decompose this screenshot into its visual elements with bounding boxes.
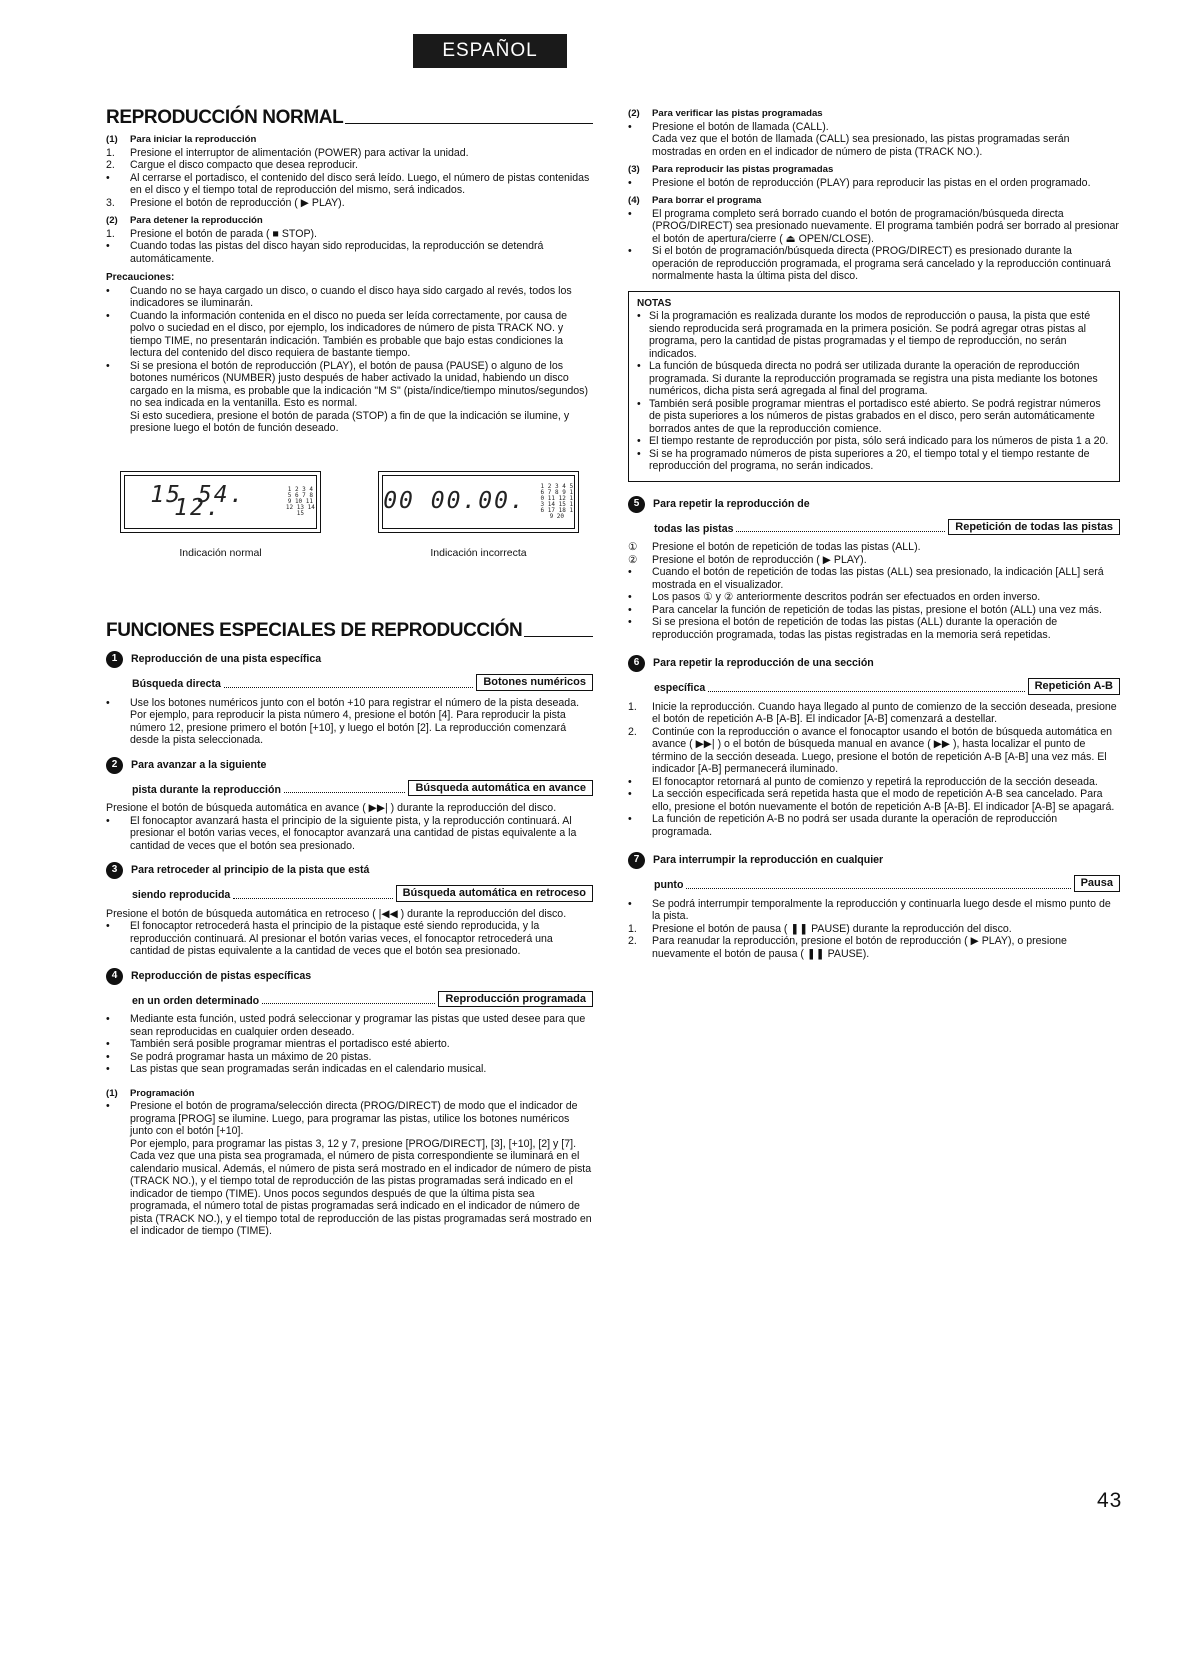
item-text: Mediante esta función, usted podrá seleccionar y programar las pistas que usted desee para que sean reproducidas en cualquier orden deseado. <box>130 1013 586 1038</box>
section-number-icon: 4 <box>106 968 123 985</box>
note-text: La función de búsqueda directa no podrá ser utilizada durante la operación de reproducción programada. Si durante la reproducción programada se registra una pista mediante los botones numéricos, dicha pista será agregada al final del programa. <box>649 360 1098 397</box>
item-marker: • <box>628 897 632 910</box>
item-marker: • <box>106 1050 110 1063</box>
subheading: (2) Para detener la reproducción <box>106 215 263 226</box>
paragraph: Por ejemplo, para programar las pistas 3, 12 y 7, presione [PROG/DIRECT], [3], [+10], [2] y [7]. <box>130 1137 577 1150</box>
section-number-icon: 6 <box>628 655 645 672</box>
bullet-icon: • <box>637 435 641 447</box>
item-marker: • <box>106 1100 110 1112</box>
dotted-leader <box>686 888 1070 889</box>
section-heading <box>628 496 1120 513</box>
section-subtitle: pista durante la reproducción <box>132 783 281 796</box>
section-title: Reproducción de una pista específica <box>131 653 322 666</box>
section-title-special: FUNCIONES ESPECIALES DE REPRODUCCIÓN <box>106 621 593 641</box>
list-item <box>628 898 1120 923</box>
list-item <box>106 1100 593 1138</box>
item-marker: 1. <box>106 227 115 240</box>
list-item <box>106 697 593 710</box>
item-marker: 1. <box>628 700 637 713</box>
item-text: El fonocaptor retornará al punto de comienzo y repetirá la reproducción de la sección deseada. <box>652 775 1098 788</box>
section-title: Para repetir la reproducción de <box>653 497 810 510</box>
item-marker: 1. <box>106 146 115 159</box>
section-title: Para interrumpir la reproducción en cualquier <box>653 854 884 867</box>
item-text: Se podrá interrumpir temporalmente la reproducción y continuarla luego desde el mismo punto de la pista. <box>652 897 1111 922</box>
list-item <box>106 1051 593 1064</box>
note-text: Si se ha programado números de pista superiores a 20, el tiempo total y el tiempo restante de reproducción del programa, no serán indicados. <box>649 447 1090 472</box>
track-calendar-grid: 1 2 3 4 5 6 7 8 9 10 11 12 13 14 15 16 17 18 19 20 <box>540 482 574 520</box>
function-label-box: Reproducción programada <box>438 991 593 1008</box>
item-marker: • <box>628 788 632 800</box>
list-item <box>106 285 593 310</box>
display-illustrations <box>106 471 593 560</box>
left-column <box>106 108 593 1238</box>
item-marker: • <box>106 920 110 932</box>
section-leader-line <box>132 780 593 797</box>
section-subtitle: en un orden determinado <box>132 994 260 1007</box>
section-heading <box>628 852 1120 869</box>
function-label-box: Repetición de todas las pistas <box>948 519 1120 536</box>
item-text: Continúe con la reproducción o avance el fonocaptor usando el botón de búsqueda automática en avance ( ▶▶| ) o el botón de búsqueda manual en avance ( ▶▶ ), hasta localizar el punto de término de la sección deseada. Luego, presione el botón de repetición A-B [A-B] una vez más. El indicador [A-B] permanecerá iluminado. <box>652 725 1112 775</box>
section-leader-line <box>132 674 593 691</box>
item-marker: 3. <box>106 196 115 209</box>
note-item <box>637 435 1111 448</box>
list-item <box>106 240 593 265</box>
function-label-box: Búsqueda automática en retroceso <box>396 885 593 902</box>
item-text: Cargue el disco compacto que desea reproducir. <box>130 159 358 171</box>
item-marker: • <box>628 245 632 257</box>
note-item <box>637 448 1111 473</box>
list-item <box>628 245 1120 283</box>
section-title: Para repetir la reproducción de una sección <box>653 657 874 670</box>
item-text: Si se presiona el botón de repetición de todas las pistas (ALL) durante la operación de reproducción programada, todas las pistas registradas en la memoria será repetidas. <box>652 616 1058 641</box>
note-item <box>637 360 1111 398</box>
note-text: El tiempo restante de reproducción por pista, sólo será indicado para los números de pista 1 a 20. <box>649 435 1109 447</box>
list-item <box>628 121 1120 134</box>
numbered-section-header <box>106 757 593 797</box>
display-normal <box>120 471 321 560</box>
section-heading <box>106 968 593 985</box>
list-item <box>628 776 1120 789</box>
section-leader-line <box>654 519 1120 536</box>
list-item <box>106 197 593 210</box>
list-item <box>628 554 1120 567</box>
function-label-box: Búsqueda automática en avance <box>408 780 593 797</box>
display-caption: Indicación normal <box>179 546 262 559</box>
item-text: Inicie la reproducción. Cuando haya llegado al punto de comienzo de la sección deseada, presione el botón de repetición A-B [A-B]. El indicador [A-B] comenzará a destellar. <box>652 700 1117 725</box>
item-marker: • <box>106 814 110 827</box>
display-digits: 15 54. 12. <box>150 482 246 521</box>
section-heading <box>106 757 593 774</box>
section-heading <box>106 651 593 668</box>
item-marker: • <box>106 309 110 322</box>
subheading: (2) Para verificar las pistas programadas <box>628 108 823 119</box>
numbered-section-header <box>628 655 1120 695</box>
item-marker: • <box>628 207 632 220</box>
section-leader-line <box>132 991 593 1008</box>
list-item <box>106 147 593 160</box>
item-text: Los pasos ① y ② anteriormente descritos podrán ser efectuados en orden inverso. <box>652 591 1041 603</box>
list-item <box>106 172 593 197</box>
display-digits: 00 00.00. <box>383 488 526 515</box>
item-text: El fonocaptor avanzará hasta el principio de la siguiente pista, y la reproducción continuará. Al presionar el botón varias veces, el fonocaptor avanzará una cantidad de pistas equivalente a la cantidad de veces que el botón sea presionado. <box>130 814 577 852</box>
list-item <box>628 813 1120 838</box>
numbered-section-header <box>106 651 593 691</box>
item-marker: • <box>106 1013 110 1025</box>
section-leader-line <box>654 678 1120 695</box>
list-item <box>106 920 593 958</box>
item-text: Si se presiona el botón de reproducción (PLAY), el botón de pausa (PAUSE) o alguno de los botones numéricos (NUMBER) justo después de haber activado la unidad, habiendo un disco cargado en la misma, es probable que la indicación "M S" (pista/índice/tiempo minutos/segundos) no sea indicada en la ventanilla. Esto es normal. <box>130 359 588 409</box>
item-text: Presione el botón de reproducción ( ▶ PLAY). <box>130 196 345 209</box>
item-text: Para reanudar la reproducción, presione el botón de reproducción ( ▶ PLAY), o presione nuevamente el botón de pausa ( ❚❚ PAUSE). <box>652 935 1067 960</box>
item-marker: • <box>628 616 632 628</box>
bullet-icon: • <box>637 310 641 322</box>
item-marker: 2. <box>106 159 115 171</box>
item-marker: • <box>628 176 632 189</box>
item-text: Use los botones numéricos junto con el botón +10 para registrar el número de la pista deseada. <box>130 696 580 709</box>
list-item <box>628 566 1120 591</box>
list-item <box>628 591 1120 604</box>
item-text: Presione el botón de programa/selección directa (PROG/DIRECT) de modo que el indicador de programa [PROG] se ilumine. Luego, para programar las pistas, utilice los botones numéricos junto con el botón [+10]. <box>130 1100 578 1137</box>
section-subtitle: punto <box>654 879 684 891</box>
numbered-section-header <box>628 496 1120 536</box>
item-text: Presione el botón de reproducción ( ▶ PLAY). <box>652 553 867 566</box>
item-text: El programa completo será borrado cuando el botón de programación/búsqueda directa (PROG/DIRECT) sea presionado nuevamente. El programa también podrá ser borrado al presionar el botón de apertura/cierre ( ⏏ OPEN/CLOSE). <box>652 207 1119 245</box>
notes-box <box>628 291 1120 482</box>
item-text: Las pistas que sean programadas serán indicadas en el calendario musical. <box>130 1063 487 1075</box>
section-heading <box>628 655 1120 672</box>
note-text: También será posible programar mientras el portadisco esté abierto. Se podrá registrar números de pista superiores a los números de pistas grabados en el disco, pero serán automáticamente borrados antes de que la reproducción comience. <box>649 397 1101 435</box>
subheading: (4) Para borrar el programa <box>628 195 762 206</box>
item-text: Presione el botón de llamada (CALL). <box>652 120 829 133</box>
paragraph: Presione el botón de búsqueda automática en retroceso ( |◀◀ ) durante la reproducción del disco. <box>106 907 567 920</box>
paragraph: Por ejemplo, para reproducir la pista número 4, presione el botón [4]. Para reproducir la pista número 12, presione primero el botón [+10], y luego el botón [2]. La reproducción comenzará desde la pista seleccionada. <box>130 709 567 746</box>
item-marker: • <box>628 120 632 133</box>
dotted-leader <box>284 792 406 793</box>
dotted-leader <box>233 898 392 899</box>
item-marker: • <box>628 566 632 578</box>
bullet-icon: • <box>637 397 641 410</box>
section-subtitle: específica <box>654 682 706 694</box>
dotted-leader <box>262 1003 435 1004</box>
display-incorrect <box>378 471 579 560</box>
item-marker: 2. <box>628 935 637 947</box>
item-text: Si el botón de programación/búsqueda directa (PROG/DIRECT) es presionado durante la operación de reproducción programada, el programa será cancelado y la reproducción continuará normalmente hasta la última pista del disco. <box>652 245 1111 282</box>
item-text: Cuando no se haya cargado un disco, o cuando el disco haya sido cargado al revés, todos los indicadores se iluminarán. <box>130 284 572 309</box>
section-title: Para avanzar a la siguiente <box>131 758 267 771</box>
list-item <box>106 1013 593 1038</box>
section-leader-line <box>654 875 1120 892</box>
list-item <box>628 208 1120 246</box>
section-number-icon: 1 <box>106 651 123 668</box>
section-number-icon: 5 <box>628 496 645 513</box>
section-number-icon: 7 <box>628 852 645 869</box>
paragraph: Cada vez que el botón de llamada (CALL) sea presionado, las pistas programadas serán mostradas en orden en el indicador de número de pista (TRACK NO.). <box>652 133 1070 158</box>
subheading: (1) Programación <box>106 1087 195 1099</box>
section-title: Para retroceder al principio de la pista que está <box>131 864 370 877</box>
section-number-icon: 2 <box>106 757 123 774</box>
list-item <box>106 1063 593 1076</box>
section-number-icon: 3 <box>106 862 123 879</box>
list-item <box>628 604 1120 617</box>
section-title-normal: REPRODUCCIÓN NORMAL <box>106 108 593 128</box>
item-marker: • <box>628 813 632 825</box>
item-marker: • <box>106 240 110 252</box>
function-label-box: Repetición A-B <box>1028 678 1120 695</box>
bullet-icon: • <box>637 447 641 460</box>
item-text: Presione el botón de parada ( ■ STOP). <box>130 227 317 240</box>
numbered-section-header <box>628 852 1120 892</box>
language-tab: ESPAÑOL <box>413 34 567 68</box>
numbered-section-header <box>106 862 593 902</box>
item-text: Presione el botón de pausa ( ❚❚ PAUSE) durante la reproducción del disco. <box>652 922 1012 935</box>
right-column <box>628 108 1120 960</box>
item-text: La función de repetición A-B no podrá ser usada durante la operación de reproducción programada. <box>652 813 1058 838</box>
item-marker: • <box>106 284 110 297</box>
item-marker: • <box>106 359 110 372</box>
item-text: Cuando el botón de repetición de todas las pistas (ALL) sea presionado, la indicación [ALL] será mostrada en el visualizador. <box>652 566 1104 591</box>
subheading: (1) Para iniciar la reproducción <box>106 134 257 145</box>
note-item <box>637 398 1111 436</box>
section-heading <box>106 862 593 879</box>
item-marker: • <box>106 1038 110 1050</box>
item-marker: • <box>106 1063 110 1075</box>
item-marker: 2. <box>628 725 637 738</box>
section-subtitle: siendo reproducida <box>132 889 231 901</box>
note-item <box>637 310 1111 360</box>
list-item <box>106 310 593 360</box>
function-label-box: Botones numéricos <box>476 674 593 691</box>
paragraph: Presione el botón de búsqueda automática en avance ( ▶▶| ) durante la reproducción del disco. <box>106 802 557 814</box>
item-marker: • <box>628 775 632 788</box>
item-text: El fonocaptor retrocederá hasta el principio de la pistaque esté siendo reproducida, y la reproducción continuará. Al presionar el botón varias veces, el fonocaptor retrocederá una cantidad de pistas equivalente a la cantidad de veces que el botón sea presionado. <box>130 920 553 957</box>
list-item <box>628 923 1120 936</box>
list-item <box>106 360 593 410</box>
item-text: Cuando todas las pistas del disco hayan sido reproducidas, la reproducción se detendrá automáticamente. <box>130 240 544 265</box>
function-label-box: Pausa <box>1074 875 1120 892</box>
item-marker: • <box>106 171 110 184</box>
list-item <box>106 228 593 241</box>
notes-title: NOTAS <box>637 297 672 309</box>
item-text: Para cancelar la función de repetición de todas las pistas, presione el botón (ALL) una vez más. <box>652 603 1102 616</box>
dotted-leader <box>708 691 1024 692</box>
list-item <box>628 616 1120 641</box>
item-marker: • <box>106 696 110 709</box>
list-item <box>628 935 1120 960</box>
item-text: Cuando la información contenida en el disco no pueda ser leída correctamente, por causa de polvo o suciedad en el disco, por ejemplo, los indicadores de número de pista TRACK NO. y tiempo TIME, no presentarán indicación. También es probable que bajo estas condiciones la lectura del contenido del disco requiera de bastante tiempo. <box>130 309 567 359</box>
dotted-leader <box>736 531 945 532</box>
item-text: La sección especificada será repetida hasta que el modo de repetición A-B sea cancelado. Para ello, presione el botón nuevamente el botón de repetición A-B [A-B]. El indicador [A-B] se apagará. <box>652 788 1115 813</box>
list-item <box>628 788 1120 813</box>
page-number: 43 <box>1097 1489 1123 1512</box>
item-marker: • <box>628 591 632 603</box>
paragraph: Cada vez que una pista sea programada, el número de pista correspondiente se iluminará en el calendario musical. Además, el número de pista será mostrado en el indicador de número de pista (TRACK NO.), y el tiempo total de reproducción de las pistas programadas será indicado en el indicador de tiempo (TIME). Unos pocos segundos después de que la última pista sea programada, el número total de pistas programadas será indicado en el indicador de número de pista (TRACK NO.), y el tiempo total de reproducción de las pistas programadas será mostrado en el indicador de tiempo (TIME). <box>130 1150 592 1237</box>
paragraph: Si esto sucediera, presione el botón de parada (STOP) a fin de que la indicación se ilumine, y presione luego el botón de función deseado. <box>130 409 570 434</box>
list-item <box>628 726 1120 776</box>
item-text: También será posible programar mientras el portadisco esté abierto. <box>130 1038 450 1050</box>
item-marker: ② <box>628 553 638 566</box>
item-marker: 1. <box>628 922 637 935</box>
display-caption: Indicación incorrecta <box>430 546 527 559</box>
section-subtitle: todas las pistas <box>654 522 734 535</box>
subheading: (3) Para reproducir las pistas programadas <box>628 164 834 175</box>
numbered-section-header <box>106 968 593 1008</box>
list-item <box>628 177 1120 190</box>
list-item <box>628 701 1120 726</box>
precautions-heading: Precauciones: <box>106 272 175 283</box>
note-text: Si la programación es realizada durante los modos de reproducción o pausa, la pista que esté siendo reproducida será programada en la primera posición. Se podrá agregar otras pistas al programa, pero la cantidad de pistas programadas y el tiempo de reproducción, no serán indicados. <box>649 310 1091 360</box>
bullet-icon: • <box>637 360 641 372</box>
list-item <box>628 541 1120 554</box>
item-marker: ① <box>628 541 638 553</box>
section-leader-line <box>132 885 593 902</box>
list-item <box>106 159 593 172</box>
item-text: Al cerrarse el portadisco, el contenido del disco será leído. Luego, el número de pistas contenidas en el disco y el tiempo total de reproducción del mismo, será indicados. <box>130 171 590 196</box>
item-text: Presione el botón de reproducción (PLAY) para reproducir las pistas en el orden programado. <box>652 176 1091 189</box>
list-item <box>106 1038 593 1051</box>
track-calendar-grid: 1 2 3 4 5 6 7 8 9 10 11 12 13 14 15 <box>285 485 315 517</box>
section-subtitle: Búsqueda directa <box>132 678 221 690</box>
dotted-leader <box>224 687 473 688</box>
list-item <box>106 815 593 853</box>
item-marker: • <box>628 603 632 616</box>
item-text: Se podrá programar hasta un máximo de 20 pistas. <box>130 1050 372 1063</box>
item-text: Presione el botón de repetición de todas las pistas (ALL). <box>652 541 921 553</box>
section-title: Reproducción de pistas específicas <box>131 969 312 982</box>
item-text: Presione el interruptor de alimentación (POWER) para activar la unidad. <box>130 146 469 159</box>
